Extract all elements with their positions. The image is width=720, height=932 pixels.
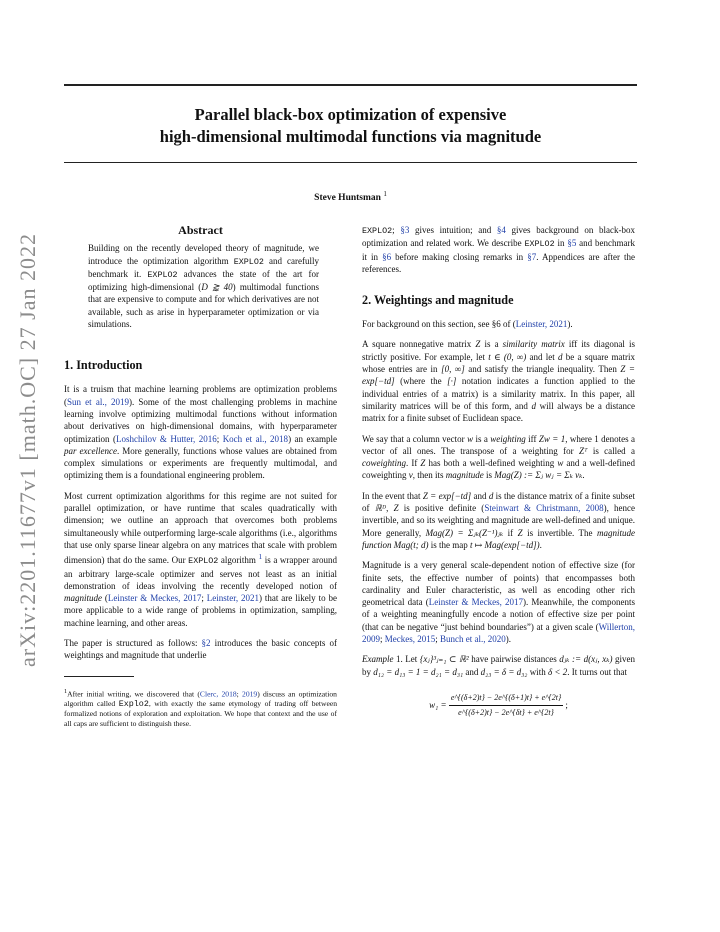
text-run: introduces the basic concepts of weightings and magnitude that underlie [64, 638, 337, 661]
text-run: ). Some of the most challenging problems in machine learning involve optimizing multimodal functions without information about derivatives on high-dimensional domains, with hyperparameter optimization ( [64, 396, 337, 444]
citation-link[interactable]: Leinster & Meckes, 2017 [428, 597, 524, 608]
left-column [64, 224, 337, 729]
intro-paragraph-3 [64, 637, 337, 662]
inline-math: D ⪆ 40 [201, 282, 233, 293]
abstract-section [64, 224, 337, 330]
text-run: In the event that [362, 490, 423, 501]
citation-link[interactable]: Leinster, 2021 [515, 319, 568, 330]
text-run: ; [435, 634, 441, 645]
title-line-1: Parallel black-box optimization of expensive [194, 105, 507, 124]
text-run: ), hence invertible, and so its weighting and magnitude are well-defined and unique. More generally, [362, 503, 636, 538]
citation-link[interactable]: 2019 [242, 689, 258, 699]
citation-link[interactable]: Steinwart & Christmann, 2008 [484, 503, 604, 514]
text-run: , [386, 503, 394, 514]
algorithm-name: EXPLO2 [188, 556, 219, 567]
inline-math: d₁₂ = d₁₃ = 1 = d₂₁ = d₃₁ [373, 666, 464, 677]
intro-paragraph-2 [64, 490, 337, 629]
title-rule-bottom [64, 162, 637, 163]
inline-math: d₂₃ = δ = d₃₂ [480, 666, 528, 677]
text-run: is positive definite ( [398, 503, 485, 514]
citation-link[interactable]: Koch et al., 2018 [222, 433, 289, 444]
inline-math: [0, ∞] [441, 364, 465, 375]
emphasis: par excellence [64, 445, 117, 456]
inline-math: ℝᴰ [374, 503, 387, 514]
citation-link[interactable]: Clerc, 2018 [199, 689, 237, 699]
similarity-paragraph [362, 338, 635, 424]
section-heading-weightings: 2. Weightings and magnitude [362, 293, 514, 308]
text-run: ; [201, 593, 207, 604]
abstract-paragraph [88, 242, 319, 330]
inline-math: Zᵀ [579, 445, 588, 456]
algorithm-name: EXPLO2 [362, 226, 393, 236]
text-run: is [483, 470, 495, 481]
inline-math: [·] [447, 376, 457, 387]
citation-link[interactable]: Leinster, 2021 [206, 593, 260, 604]
inline-math: Zw = 1 [538, 433, 566, 444]
text-run: 1. Let [393, 654, 420, 665]
emphasis: magnitude [64, 593, 102, 604]
text-run: gives background on black-box optimization and related work. We describe [362, 225, 635, 249]
text-run: ; [380, 634, 385, 645]
text-run: is the distance matrix of a finite subset of [362, 490, 635, 514]
text-run: is a [480, 339, 503, 350]
inline-math: Z [393, 503, 399, 514]
section-link[interactable]: §5 [567, 238, 577, 249]
text-run: We say that a column vector [362, 433, 468, 444]
algorithm-name: EXPLO2 [524, 239, 555, 250]
text-run: is the map [428, 539, 470, 550]
citation-link[interactable]: Loshchilov & Hutter, 2016 [115, 433, 217, 444]
section-link[interactable]: §6 [382, 251, 392, 262]
text-run: ). [567, 319, 573, 330]
text-run: . [539, 539, 542, 550]
arxiv-stamp: arXiv:2201.11677v1 [math.OC] 27 Jan 2022 [15, 233, 40, 667]
algorithm-name: EXPLO2 [233, 256, 264, 267]
footnote-rule [64, 676, 134, 677]
text-run: is called a [587, 445, 636, 456]
text-run: Most current optimization algorithms for this regime are not suited for parallel optimization, or have runtime that scales quadratically with dimension; we outline an approach that overcomes both problems simultaneously while outperforming large-scale algorithms (i.e., algorithms that use only sparse linear algebra on any matrices that scale with problem dimension) that do the same. Our [64, 490, 337, 566]
text-run: , then its [412, 470, 446, 481]
inline-math: w [557, 458, 564, 469]
text-run: It is a truism that machine learning problems are optimization problems ( [64, 384, 337, 407]
citation-link[interactable]: Meckes, 2015 [384, 634, 436, 645]
abstract-heading: Abstract [178, 223, 223, 237]
inline-math: Mag(Z) = Σⱼₖ(Z⁻¹)ⱼₖ [425, 527, 504, 538]
inline-math: Z = exp[−td] [422, 490, 472, 501]
inline-math: Z [475, 339, 481, 350]
text-run: After initial writing, we discovered that ( [67, 689, 200, 699]
title-rule-top [64, 84, 637, 86]
inline-math: Z [420, 458, 426, 469]
equation-lhs: w₁ = [429, 699, 449, 710]
inline-math: dⱼₖ := d(xⱼ, xₖ) [559, 654, 613, 665]
equation-tail: ; [565, 699, 568, 710]
text-run: ) discuss an optimization algorithm called [64, 689, 337, 708]
text-run: . It turns out that [567, 666, 627, 677]
equation-numerator: e^{(δ+2)t} − 2e^{(δ+1)t} + e^{2t} [449, 692, 563, 706]
inline-math: d [488, 490, 494, 501]
display-equation [362, 692, 635, 720]
text-run: ). [505, 634, 512, 645]
inline-math: Z [517, 527, 523, 538]
text-run: before making closing remarks in [391, 251, 528, 262]
text-run: notation indicates a function applied to the individual entries of a matrix) is a similarity matrix. In this paper, all similarity matrices will be of this form, and [362, 376, 635, 411]
magnitude-general-paragraph [362, 559, 635, 645]
text-run: ) that are likely to be more applicable to a wide range of problems in optimization, sampling, machine learning, and other areas. [64, 593, 337, 628]
inline-math: t ∈ (0, ∞) [488, 351, 527, 362]
equation-fraction [449, 692, 563, 720]
inline-math: v [408, 470, 413, 481]
text-run: For background on this section, see §6 of ( [362, 319, 516, 330]
text-run: , with exactly the same etymology of trading off between formalized notions of exploration and exploitation. We hope that context and the use of all caps are sufficient to distinguish these. [64, 698, 338, 728]
text-run: and [471, 490, 489, 501]
citation-link[interactable]: Bunch et al., 2020 [440, 634, 506, 645]
emphasis: magnitude [445, 470, 484, 481]
emphasis: magnitude function [362, 527, 636, 550]
intro-paragraph-1 [64, 383, 337, 481]
structure-paragraph [362, 224, 635, 275]
author-line [64, 190, 637, 203]
text-run: Magnitude is a very general scale-dependent notion of effective size (for finite sets, the effective number of points) that encompasses both cardinality and Euler characteristic, as well as encoding other rich geometrical data ( [362, 560, 635, 608]
text-run: The paper is structured as follows: [64, 638, 202, 649]
text-run: is a wrapper around an arbitrary large-scale optimizer and serves not least as an initial demonstration of ideas involving the recently developed notion of [64, 555, 337, 591]
text-run: ) multimodal functions that are expensive to compute and for which derivatives are not available, such as arise in hyperparameter optimization or via simulations. [88, 282, 319, 330]
example-label: Example [362, 654, 394, 665]
text-run: ) an example [288, 433, 337, 444]
emphasis: coweighting [362, 458, 406, 469]
inline-math: t ↦ Mag(exp[−td]) [470, 539, 540, 550]
text-run: is invertible. The [522, 527, 598, 538]
section-heading-introduction: 1. Introduction [64, 358, 143, 373]
text-run: have pairwise distances [468, 654, 560, 665]
text-run: is a [473, 433, 491, 444]
emphasis: weighting [490, 433, 526, 444]
text-run: Building on the recently developed theory of magnitude, we introduce the optimization algorithm [88, 243, 319, 266]
emphasis: similarity matrix [502, 339, 565, 350]
footnote [64, 687, 337, 729]
example-paragraph [362, 653, 635, 678]
footnote-number: 1 [64, 687, 68, 695]
text-run: ; [236, 689, 243, 699]
text-run: . [582, 470, 585, 481]
text-run: . More generally, functions whose values are obtained from complex simulations or experiments are frequently multimodal, and optimizing them is a foundational engineering problem. [64, 445, 337, 481]
text-run: algorithm [218, 555, 259, 566]
citation-link[interactable]: Sun et al., 2019 [67, 396, 129, 407]
inline-math: d [531, 400, 537, 411]
inline-math: Mag(t; d) [393, 539, 429, 550]
equation-denominator: e^{(δ+2)t} − 2e^{δt} + e^{2t} [458, 708, 554, 718]
background-paragraph [362, 318, 635, 330]
text-run: (where the [394, 376, 448, 387]
text-run: and satisfy the triangle inequality. Then [464, 364, 621, 375]
text-run: gives intuition; and [409, 225, 497, 235]
text-run: ). Meanwhile, the components of a weighting meaningfully encode a notion of effective size per point (that can be negative “just behind boundaries”) at a given scale ( [362, 597, 635, 632]
text-run: will always be a distance matrix for a finite subset of Euclidean space. [362, 400, 635, 424]
text-run: be a square matrix whose entries are in [362, 351, 635, 375]
text-run: ( [102, 593, 108, 604]
text-run: iff [525, 433, 539, 444]
text-run: , where 1 denotes a vector of all ones. The transpose of a weighting for [362, 433, 635, 456]
citation-link[interactable]: Willerton, 2009 [362, 621, 635, 645]
text-run: has both a well-defined weighting [425, 458, 558, 469]
author-name: Steve Huntsman [314, 193, 381, 204]
inline-math: δ < 2 [547, 666, 568, 677]
text-run: and a well-defined coweighting [362, 458, 636, 481]
algorithm-name: EXPLO2 [147, 269, 178, 280]
text-run: advances the state of the art for optimizing high-dimensional ( [88, 268, 320, 293]
inline-math: w [467, 433, 474, 444]
section-link[interactable]: §7 [527, 251, 537, 262]
right-column [362, 224, 635, 720]
paper-title [64, 104, 637, 148]
text-run: A square nonnegative matrix [362, 339, 476, 350]
weighting-paragraph [362, 433, 635, 482]
text-run: ; [392, 225, 401, 235]
text-run: in [554, 238, 568, 249]
text-run: ; [216, 433, 223, 444]
title-line-2: high-dimensional multimodal functions via magnitude [159, 127, 542, 146]
author-footnote-mark: 1 [383, 190, 387, 198]
text-run: . If [406, 458, 421, 469]
inline-math: d [558, 351, 563, 362]
section-link[interactable]: §4 [496, 225, 506, 235]
text-run: and let [526, 351, 559, 362]
inline-math: Mag(Z) := Σⱼ wⱼ = Σₖ vₖ [494, 470, 583, 481]
text-run: . Appendices are after the references. [362, 251, 635, 274]
text-run: if [503, 527, 518, 538]
text-run: iff its diagonal is strictly positive. For example, let [362, 339, 635, 362]
citation-link[interactable]: Leinster & Meckes, 2017 [107, 593, 202, 604]
inline-math: Z = exp[−td] [362, 364, 635, 387]
inline-math: {xⱼ}³ⱼ₌₁ ⊂ ℝ² [419, 654, 469, 665]
algorithm-name: Explo2 [118, 698, 149, 709]
section-link[interactable]: §2 [201, 638, 211, 649]
section-link[interactable]: §3 [400, 225, 410, 235]
text-run: and benchmark it in [362, 238, 635, 262]
text-run: and carefully benchmark it. [88, 255, 319, 279]
text-run: with [527, 666, 548, 677]
text-run: given by [362, 654, 635, 677]
magnitude-definition-paragraph [362, 490, 635, 551]
footnote-link[interactable]: 1 [258, 552, 263, 562]
text-run: and [463, 666, 481, 677]
